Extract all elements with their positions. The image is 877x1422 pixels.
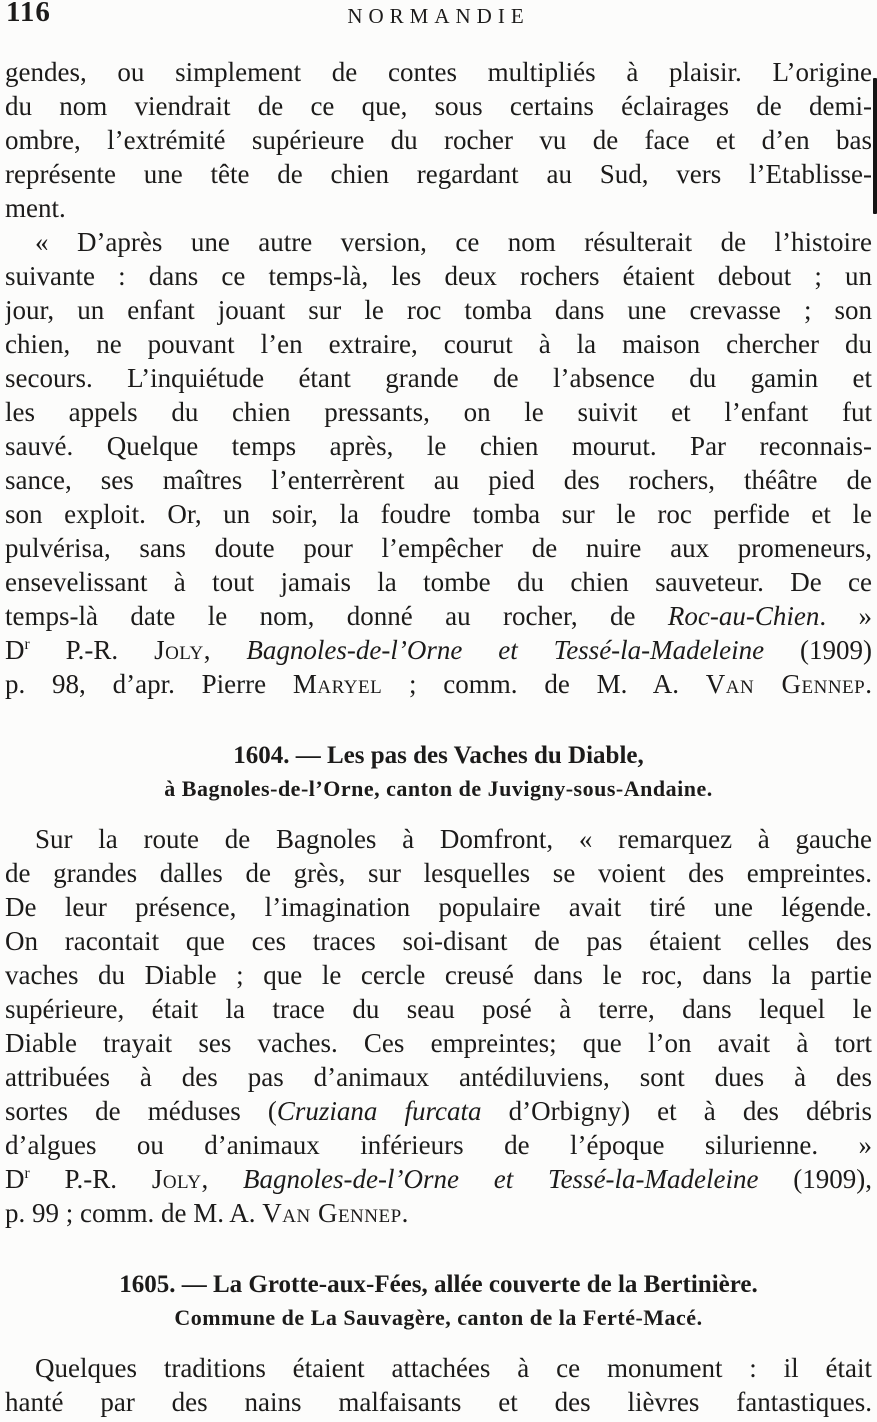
text-segment: d’algues ou d’animaux inférieurs de l’époque silurienne. » bbox=[5, 1130, 872, 1160]
page-body bbox=[0, 55, 877, 1419]
text-segment: Bagnoles-de-l’Orne et Tessé-la-Madeleine bbox=[243, 1164, 759, 1194]
text-segment: vaches du Diable ; que le cercle creusé dans le roc, dans la partie bbox=[5, 960, 872, 990]
text-line bbox=[5, 992, 872, 1026]
text-line bbox=[5, 1162, 872, 1196]
paragraph bbox=[5, 225, 872, 701]
text-line bbox=[5, 395, 872, 429]
text-line bbox=[5, 157, 872, 191]
text-line bbox=[5, 1351, 872, 1385]
text-segment: de grandes dalles de grès, sur lesquelles se voient des empreintes. bbox=[5, 858, 872, 888]
text-segment: , bbox=[203, 635, 247, 665]
text-line bbox=[5, 259, 872, 293]
text-segment: (1909), bbox=[758, 1164, 872, 1194]
text-segment: représente une tête de chien regardant au Sud, vers l’Etablisse- bbox=[5, 159, 872, 189]
paragraph bbox=[5, 1351, 872, 1419]
text-line bbox=[5, 633, 872, 667]
text-segment: p. 99 ; comm. de M. A. bbox=[5, 1198, 263, 1228]
text-segment: Joly bbox=[151, 1164, 202, 1194]
section-heading bbox=[5, 1268, 872, 1334]
text-line bbox=[5, 361, 872, 395]
text-segment: r bbox=[24, 1165, 30, 1182]
text-segment: Joly bbox=[154, 635, 204, 665]
text-segment: Diable trayait ses vaches. Ces empreintes; que l’on avait à tort bbox=[5, 1028, 872, 1058]
text-line bbox=[5, 225, 872, 259]
text-segment: les appels du chien pressants, on le suivit et l’enfant fut bbox=[5, 397, 872, 427]
text-segment: ombre, l’extrémité supérieure du rocher vu de face et d’en bas bbox=[5, 125, 872, 155]
text-segment: P.-R. bbox=[29, 635, 155, 665]
text-segment: Maryel bbox=[292, 669, 383, 699]
text-segment: De leur présence, l’imagination populaire avait tiré une légende. bbox=[5, 892, 872, 922]
text-segment: . bbox=[865, 669, 872, 699]
text-line bbox=[5, 1094, 872, 1128]
text-line bbox=[5, 191, 872, 225]
text-line bbox=[5, 1128, 872, 1162]
text-segment: Sur la route de Bagnoles à Domfront, « remarquez à gauche bbox=[35, 824, 872, 854]
page-number: 116 bbox=[6, 0, 51, 28]
text-segment: pulvérisa, sans doute pour l’empêcher de nuire aux promeneurs, bbox=[5, 533, 872, 563]
text-segment: temps-là date le nom, donné au rocher, de bbox=[5, 601, 668, 631]
text-line bbox=[5, 599, 872, 633]
text-segment: ensevelissant à tout jamais la tombe du chien sauveteur. De ce bbox=[5, 567, 872, 597]
heading-subtitle: à Bagnoles-de-l’Orne, canton de Juvigny-sous-Andaine. bbox=[164, 776, 713, 801]
text-line bbox=[5, 1026, 872, 1060]
text-segment: D bbox=[5, 635, 25, 665]
text-segment: D bbox=[5, 1164, 25, 1194]
text-line bbox=[5, 924, 872, 958]
text-segment: Van Gennep bbox=[705, 669, 866, 699]
text-line bbox=[5, 463, 872, 497]
text-line bbox=[5, 429, 872, 463]
text-segment: . » bbox=[819, 601, 872, 631]
text-segment: son exploit. Or, un soir, la foudre tomba sur le roc perfide et le bbox=[5, 499, 872, 529]
text-segment: Bagnoles-de-l’Orne et Tessé-la-Madeleine bbox=[246, 635, 765, 665]
text-line bbox=[5, 822, 872, 856]
text-segment: Cruziana furcata bbox=[276, 1096, 482, 1126]
text-segment: jour, un enfant jouant sur le roc tomba dans une crevasse ; son bbox=[5, 295, 872, 325]
text-segment: . bbox=[401, 1198, 409, 1228]
text-segment: , bbox=[201, 1164, 244, 1194]
text-segment: r bbox=[24, 636, 30, 653]
text-segment: chien, ne pouvant l’en extraire, courut à la maison chercher du bbox=[5, 329, 872, 359]
text-line bbox=[5, 856, 872, 890]
text-segment: Van Gennep bbox=[262, 1198, 402, 1228]
text-segment: Quelques traditions étaient attachées à ce monument : il était bbox=[35, 1353, 872, 1383]
running-head bbox=[0, 0, 877, 34]
text-line bbox=[5, 123, 872, 157]
text-line bbox=[5, 531, 872, 565]
text-segment: supérieure, était la trace du seau posé à terre, dans lequel le bbox=[5, 994, 872, 1024]
text-line bbox=[5, 890, 872, 924]
heading-title: 1605. — La Grotte-aux-Fées, allée couverte de la Bertinière. bbox=[119, 1271, 758, 1298]
text-segment: sance, ses maîtres l’enterrèrent au pied des rochers, théâtre de bbox=[5, 465, 872, 495]
text-segment: secours. L’inquiétude étant grande de l’absence du gamin et bbox=[5, 363, 872, 393]
text-segment: p. 98, d’apr. Pierre bbox=[5, 669, 293, 699]
text-segment: On racontait que ces traces soi-disant de pas étaient celles des bbox=[5, 926, 872, 956]
text-segment: attribuées à des pas d’animaux antédiluviens, sont dues à des bbox=[5, 1062, 872, 1092]
text-segment: Roc-au-Chien bbox=[667, 601, 820, 631]
text-segment: (1909) bbox=[764, 635, 872, 665]
text-segment: d’Orbigny) et à des débris bbox=[481, 1096, 872, 1126]
text-segment: « D’après une autre version, ce nom résulterait de l’histoire bbox=[35, 227, 872, 257]
text-line bbox=[5, 55, 872, 89]
text-segment: hanté par des nains malfaisants et des lièvres fantastiques. bbox=[5, 1387, 872, 1417]
text-segment: sortes de méduses ( bbox=[5, 1096, 277, 1126]
scan-edge-artifact bbox=[873, 78, 877, 214]
heading-title: 1604. — Les pas des Vaches du Diable, bbox=[233, 742, 644, 769]
text-line bbox=[5, 327, 872, 361]
text-line bbox=[5, 89, 872, 123]
heading-subtitle: Commune de La Sauvagère, canton de la Ferté-Macé. bbox=[174, 1305, 703, 1330]
text-line bbox=[5, 1196, 872, 1230]
text-line bbox=[5, 667, 872, 701]
paragraph bbox=[5, 822, 872, 1230]
text-line bbox=[5, 1385, 872, 1419]
running-title: NORMANDIE bbox=[347, 4, 530, 28]
text-segment: gendes, ou simplement de contes multipliés à plaisir. L’origine bbox=[5, 57, 872, 87]
text-line bbox=[5, 293, 872, 327]
paragraph bbox=[5, 55, 872, 225]
text-segment: sauvé. Quelque temps après, le chien mourut. Par reconnais- bbox=[5, 431, 872, 461]
text-line bbox=[5, 958, 872, 992]
text-segment: ment. bbox=[5, 193, 66, 223]
text-segment: P.-R. bbox=[29, 1164, 152, 1194]
text-segment: du nom viendrait de ce que, sous certains éclairages de demi- bbox=[5, 91, 872, 121]
text-line bbox=[5, 497, 872, 531]
text-line bbox=[5, 1060, 872, 1094]
text-segment: suivante : dans ce temps-là, les deux rochers étaient debout ; un bbox=[5, 261, 872, 291]
section-heading bbox=[5, 739, 872, 805]
text-segment: ; comm. de M. A. bbox=[382, 669, 706, 699]
text-line bbox=[5, 565, 872, 599]
